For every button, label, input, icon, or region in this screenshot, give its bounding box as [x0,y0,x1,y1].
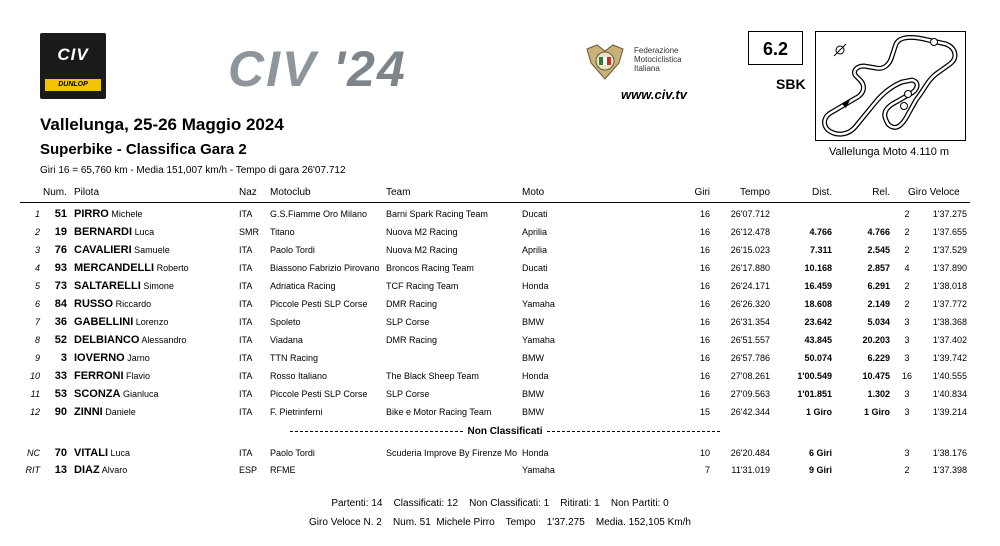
page-subtitle: Superbike - Classifica Gara 2 [40,141,247,158]
pilot-surname: VITALI [74,447,109,459]
pilot-cell [74,262,189,274]
pos-cell: 1 [34,209,40,219]
gv-time-cell: 1'37.275 [932,209,967,219]
table-row [0,227,1000,245]
pos-cell: RIT [25,465,40,475]
pilot-cell [74,298,151,310]
gv-time-cell: 1'37.402 [932,335,967,345]
pilot-name: Simone [143,281,174,291]
pilot-surname: SALTARELLI [74,280,141,292]
num-cell: 53 [54,388,67,400]
col-moto: Moto [522,187,545,198]
num-cell: 36 [54,316,67,328]
pilot-name: Lorenzo [135,317,169,327]
club-cell: Paolo Tordi [270,245,315,255]
col-giri: Giri [694,187,710,198]
table-row [0,335,1000,353]
naz-cell: ITA [239,263,253,273]
dist-cell: 9 Giri [808,465,832,475]
rel-cell: 6.229 [867,353,890,363]
tempo-cell: 26'31.354 [730,317,770,327]
naz-cell: ITA [239,353,253,363]
gv-time-cell: 1'37.398 [932,465,967,475]
club-cell: Adriatica Racing [270,281,336,291]
team-cell: DMR Racing [386,299,438,309]
federation-line-3: Italiana [634,64,660,73]
club-cell: Piccole Pesti SLP Corse [270,299,368,309]
num-cell: 52 [54,334,67,346]
club-cell: TTN Racing [270,353,319,363]
num-cell: 84 [54,298,67,310]
gv-lap-cell: 3 [904,353,910,363]
gv-time-cell: 1'37.890 [932,263,967,273]
website-link[interactable]: www.civ.tv [621,87,687,102]
table-row [0,448,1000,466]
moto-cell: Ducati [522,209,548,219]
tempo-cell: 26'51.557 [730,335,770,345]
tempo-cell: 26'15.023 [730,245,770,255]
giri-cell: 10 [699,448,710,458]
team-cell: Nuova M2 Racing [386,245,458,255]
num-cell: 13 [54,464,67,476]
team-cell: DMR Racing [386,335,438,345]
naz-cell: ITA [239,448,253,458]
moto-cell: BMW [522,389,544,399]
nc-label: Non Classificati [467,426,543,437]
federation-line-2: Motociclistica [634,55,682,64]
gv-lap-cell: 4 [904,263,910,273]
pos-cell: 11 [30,389,40,399]
pilot-cell [74,244,170,256]
pilot-cell [74,406,136,418]
pilot-name: Flavio [126,371,151,381]
naz-cell: ITA [239,299,253,309]
pilot-surname: FERRONI [74,370,124,382]
fmi-emblem-icon [585,41,625,83]
gv-time-cell: 1'40.555 [932,371,967,381]
club-cell: Spoleto [270,317,301,327]
rel-cell: 20.203 [862,335,890,345]
civ-main-logo [228,40,407,98]
pilot-name: Jarno [127,353,150,363]
naz-cell: ITA [239,371,253,381]
dist-cell: 10.168 [804,263,832,273]
pilot-surname: GABELLINI [74,316,134,328]
rel-cell: 4.766 [867,227,890,237]
table-row [0,407,1000,425]
dist-cell: 43.845 [804,335,832,345]
tempo-cell: 26'20.484 [730,448,770,458]
naz-cell: ITA [239,317,253,327]
col-rel: Rel. [872,187,890,198]
team-cell: TCF Racing Team [386,281,459,291]
track-map [815,31,966,141]
table-row [0,281,1000,299]
gv-lap-cell: 2 [904,465,910,475]
rel-cell: 2.545 [867,245,890,255]
naz-cell: ITA [239,209,253,219]
pilot-surname: DELBIANCO [74,334,140,346]
pos-cell: 8 [34,335,40,345]
tempo-cell: 27'09.563 [730,389,770,399]
logo-year: '24 [333,41,407,97]
federation-line-1: Federazione [634,46,679,55]
giri-cell: 16 [699,335,710,345]
moto-cell: Aprilia [522,227,548,237]
club-cell: Piccole Pesti SLP Corse [270,389,368,399]
team-cell: SLP Corse [386,317,430,327]
gv-time-cell: 1'37.655 [932,227,967,237]
col-naz: Naz [239,187,257,198]
dist-cell: 18.608 [804,299,832,309]
num-cell: 76 [54,244,67,256]
dist-cell: 16.459 [804,281,832,291]
pilot-cell [74,388,159,400]
num-cell: 70 [54,447,67,459]
table-row [0,263,1000,281]
tempo-cell: 26'57.786 [730,353,770,363]
pilot-cell [74,334,186,346]
pilot-cell [74,208,142,220]
col-tempo: Tempo [739,187,770,198]
pos-cell: 9 [34,353,40,363]
num-cell: 19 [54,226,67,238]
page-title: Vallelunga, 25-26 Maggio 2024 [40,115,284,134]
tempo-cell: 26'24.171 [730,281,770,291]
table-row [0,371,1000,389]
gv-time-cell: 1'40.834 [932,389,967,399]
col-club: Motoclub [270,187,311,198]
club-cell: Titano [270,227,295,237]
pilot-cell [74,226,154,238]
naz-cell: ITA [239,389,253,399]
gv-lap-cell: 16 [901,371,912,381]
pilot-name: Luca [134,227,155,237]
moto-cell: Ducati [522,263,548,273]
tempo-cell: 27'08.261 [730,371,770,381]
giri-cell: 16 [699,281,710,291]
team-cell: The Black Sheep Team [386,371,479,381]
col-team: Team [386,187,411,198]
tempo-cell: 26'07.712 [730,209,770,219]
naz-cell: ITA [239,281,253,291]
moto-cell: BMW [522,317,544,327]
table-row [0,245,1000,263]
gv-lap-cell: 2 [904,209,910,219]
pos-cell: 10 [29,371,40,381]
dist-cell: 50.074 [804,353,832,363]
pilot-surname: BERNARDI [74,226,133,238]
gv-time-cell: 1'38.018 [932,281,967,291]
dunlop-label: DUNLOP [45,79,101,91]
pilot-name: Riccardo [115,299,152,309]
pilot-surname: CAVALIERI [74,244,132,256]
pos-cell: 7 [34,317,40,327]
table-row [0,317,1000,335]
club-cell: F. Pietrinferni [270,407,323,417]
dist-cell: 4.766 [809,227,832,237]
pilot-cell [74,370,150,382]
pilot-cell [74,464,127,476]
giri-cell: 16 [699,371,710,381]
moto-cell: BMW [522,353,544,363]
gv-lap-cell: 2 [904,299,910,309]
gv-time-cell: 1'37.772 [932,299,967,309]
badge-text: CIV [57,45,89,64]
naz-cell: ITA [239,335,253,345]
tempo-cell: 26'17.880 [730,263,770,273]
gv-time-cell: 1'39.214 [932,407,967,417]
club-cell: Viadana [270,335,303,345]
dist-cell: 7.311 [809,245,832,255]
tempo-cell: 11'31.019 [731,465,770,475]
num-cell: 93 [54,262,67,274]
pilot-surname: MERCANDELLI [74,262,155,274]
moto-cell: Yamaha [522,335,555,345]
naz-cell: ITA [239,407,253,417]
table-row [0,389,1000,407]
col-num: Num. [43,187,67,198]
logo-text: CIV [228,41,318,97]
dist-cell: 6 Giri [808,448,832,458]
pilot-cell [74,352,150,364]
fastest-lap-info: Giro Veloce N. 2 Num. 51 Michele Pirro Tempo 1'37.275 Media. 152,105 Km/h [309,517,691,528]
pos-cell: NC [27,448,40,458]
dist-cell: 1'01.851 [797,389,832,399]
gv-lap-cell: 2 [904,281,910,291]
civ-badge-logo [40,33,106,99]
gv-lap-cell: 3 [904,448,910,458]
team-cell: Bike e Motor Racing Team [386,407,492,417]
num-cell: 90 [54,406,67,418]
pilot-name: Michele [111,209,143,219]
pos-cell: 5 [34,281,40,291]
pilot-name: Alvaro [101,465,128,475]
rel-cell: 1 Giro [863,407,890,417]
race-stats: Partenti: 14 Classificati: 12 Non Classificati: 1 Ritirati: 1 Non Partiti: 0 [331,498,669,509]
federation-text [634,46,682,73]
num-cell: 3 [60,352,67,364]
moto-cell: Honda [522,371,549,381]
pilot-surname: DIAZ [74,464,100,476]
race-info: Giri 16 = 65,760 km - Media 151,007 km/h - Tempo di gara 26'07.712 [40,165,346,176]
header-divider [20,202,970,203]
giri-cell: 16 [699,389,710,399]
pilot-surname: RUSSO [74,298,114,310]
col-giro-veloce: Giro Veloce [908,187,960,198]
rel-cell: 10.475 [862,371,890,381]
giri-cell: 16 [699,209,710,219]
giri-cell: 16 [699,353,710,363]
naz-cell: ITA [239,245,253,255]
giri-cell: 16 [699,263,710,273]
gv-lap-cell: 3 [904,317,910,327]
giri-cell: 15 [699,407,710,417]
table-row [0,209,1000,227]
table-row [0,465,1000,483]
pilot-surname: PIRRO [74,208,109,220]
tempo-cell: 26'42.344 [730,407,770,417]
pos-cell: 12 [29,407,40,417]
moto-cell: Yamaha [522,299,555,309]
dist-cell: 23.642 [804,317,832,327]
club-cell: G.S.Fiamme Oro Milano [270,209,368,219]
pilot-name: Gianluca [122,389,159,399]
naz-cell: ESP [239,465,258,475]
moto-cell: Honda [522,281,549,291]
pos-cell: 2 [34,227,40,237]
club-cell: Biassono Fabrizio Pirovano [270,263,380,273]
pos-cell: 6 [34,299,40,309]
team-cell: Broncos Racing Team [386,263,474,273]
pilot-surname: ZINNI [74,406,103,418]
doc-code-box: 6.2 [748,31,803,65]
gv-lap-cell: 3 [904,407,910,417]
pilot-surname: IOVERNO [74,352,125,364]
giri-cell: 16 [699,227,710,237]
pilot-name: Luca [110,448,131,458]
gv-time-cell: 1'38.176 [932,448,967,458]
gv-lap-cell: 2 [904,227,910,237]
gv-lap-cell: 3 [904,335,910,345]
naz-cell: SMR [239,227,259,237]
pos-cell: 4 [34,263,40,273]
moto-cell: Honda [522,448,549,458]
pilot-surname: SCONZA [74,388,121,400]
club-cell: Rosso Italiano [270,371,328,381]
moto-cell: BMW [522,407,544,417]
pilot-cell [74,316,168,328]
pos-cell: 3 [34,245,40,255]
rel-cell: 2.149 [867,299,890,309]
gv-time-cell: 1'39.742 [932,353,967,363]
team-cell: Nuova M2 Racing [386,227,458,237]
gv-time-cell: 1'37.529 [932,245,967,255]
tempo-cell: 26'26.320 [730,299,770,309]
track-layout-icon [816,32,965,140]
tempo-cell: 26'12.478 [730,227,770,237]
num-cell: 51 [54,208,67,220]
team-cell: Scuderia Improve By Firenze Mo [386,448,518,458]
non-classified-separator [290,426,720,437]
moto-cell: Aprilia [522,245,548,255]
moto-cell: Yamaha [522,465,555,475]
table-row [0,299,1000,317]
rel-cell: 2.857 [867,263,890,273]
gv-lap-cell: 2 [904,245,910,255]
num-cell: 73 [54,280,67,292]
pilot-cell [74,447,130,459]
giri-cell: 16 [699,245,710,255]
giri-cell: 7 [704,465,710,475]
pilot-cell [74,280,174,292]
pilot-name: Samuele [134,245,170,255]
pilot-name: Daniele [105,407,136,417]
club-cell: RFME [270,465,296,475]
dist-cell: 1 Giro [805,407,832,417]
col-dist: Dist. [812,187,832,198]
num-cell: 33 [54,370,67,382]
team-cell: SLP Corse [386,389,430,399]
class-code: SBK [776,76,806,92]
club-cell: Paolo Tordi [270,448,315,458]
pilot-name: Roberto [156,263,189,273]
rel-cell: 1.302 [867,389,890,399]
track-caption: Vallelunga Moto 4.110 m [829,146,950,158]
giri-cell: 16 [699,317,710,327]
col-pilota: Pilota [74,187,100,198]
giri-cell: 16 [699,299,710,309]
dist-cell: 1'00.549 [797,371,832,381]
pilot-name: Alessandro [141,335,187,345]
gv-time-cell: 1'38.368 [932,317,967,327]
team-cell: Barni Spark Racing Team [386,209,488,219]
rel-cell: 6.291 [867,281,890,291]
gv-lap-cell: 3 [904,389,910,399]
rel-cell: 5.034 [867,317,890,327]
table-row [0,353,1000,371]
